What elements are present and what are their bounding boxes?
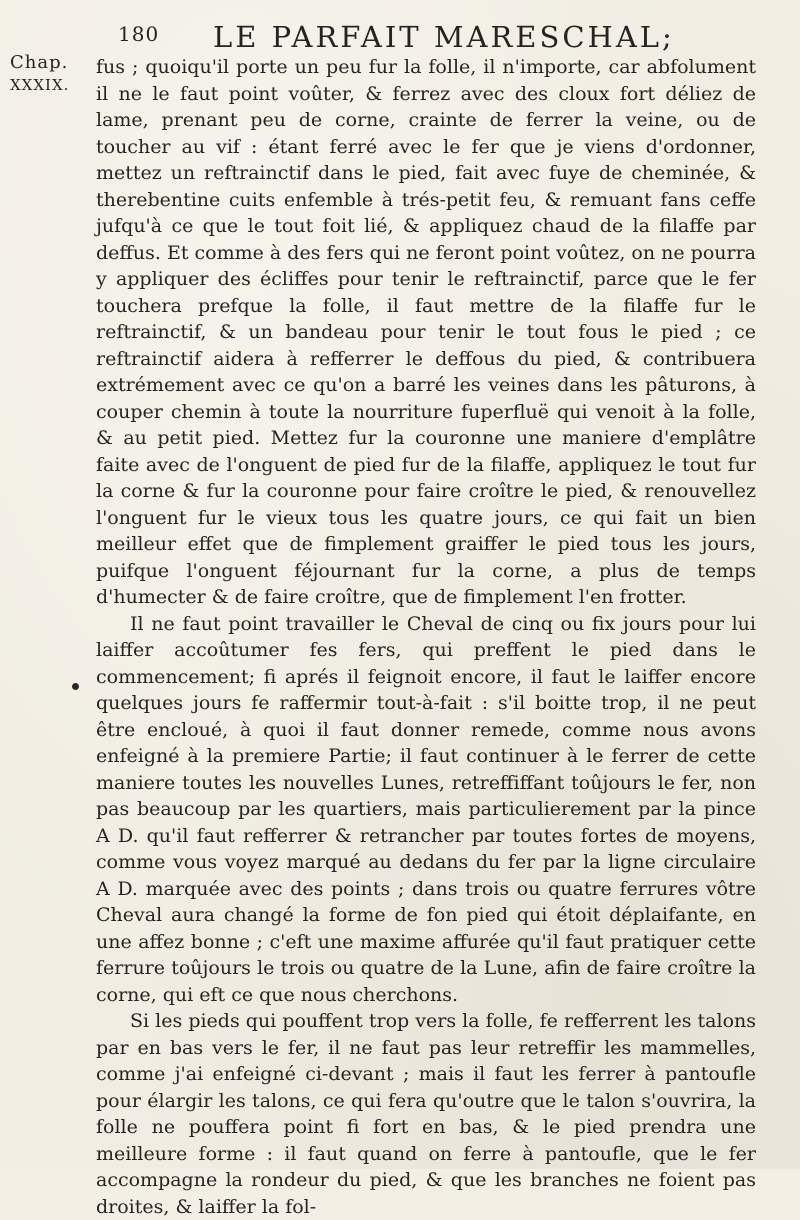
page-number: 180: [118, 22, 160, 46]
margin-bullet-mark: [72, 683, 79, 690]
chapter-label: Chap.: [10, 52, 69, 73]
chapter-margin-note: [10, 52, 68, 96]
body-text: [96, 54, 756, 1220]
paragraph-2: Il ne faut point travailler le Cheval de cinq ou fix jours pour lui laiffer accoûtumer fes fers, qui preffent le pied dans le commencement; fi aprés il feignoit encore, il faut le laiffer encore quelques jours fe raffermir tout-à-fait : s'il boitte trop, il ne peut être encloué, à quoi il faut donner remede, comme nous avons enfeigné à la premiere Partie; il faut continuer à le ferrer de cette maniere toutes les nouvelles Lunes, retreffiffant toûjours le fer, non pas beaucoup par les quartiers, mais particulierement par la pince A D. qu'il faut refferrer & retrancher par toutes fortes de moyens, comme vous voyez marqué au dedans du fer par la ligne circulaire A D. marquée avec des points ; dans trois ou quatre ferrures vôtre Cheval aura changé la forme de fon pied qui étoit déplaifante, en une affez bonne ; c'eft une maxime affurée qu'il faut pratiquer cette ferrure toûjours le trois ou quatre de la Lune, afin de faire croître la corne, qui eft ce que nous cherchons.: [96, 612, 756, 1006]
running-title: LE PARFAIT MARESCHAL;: [213, 20, 675, 54]
paragraph-3: Si les pieds qui pouffent trop vers la folle, fe refferrent les talons par en bas vers le fer, il ne faut pas leur retreffir les mammelles, comme j'ai enfeigné ci-devant ; mais il faut les ferrer à pantoufle pour élargir les talons, ce qui fera qu'outre que le talon s'ouvrira, la folle ne pouffera point fi fort en bas, & le pied prendra une meilleure forme : il faut quand on ferre à pantoufle, que le fer accompagne la rondeur du pied, & que les branches ne foient pas droites, & laiffer la fol-: [96, 1010, 756, 1218]
paragraph-1: fus ; quoiqu'il porte un peu fur la folle, il n'importe, car abfolument il ne le faut point voûter, & ferrez avec des cloux fort déliez de lame, prenant peu de corne, crainte de ferrer la veine, ou de toucher au vif : étant ferré avec le fer que je viens d'ordonner, mettez un reftrainctif dans le pied, fait avec fuye de cheminée, & therebentine cuits enfemble à trés-petit feu, & remuant fans ceffe jufqu'à ce que le tout foit lié, & appliquez chaud de la filaffe par deffus. Et comme à des fers qui ne feront point voûtez, on ne pourra y appliquer des écliffes pour tenir le reftrainctif, parce que le fer touchera prefque la folle, il faut mettre de la filaffe fur le reftrainctif, & un bandeau pour tenir le tout fous le pied ; ce reftrainctif aidera à refferrer le deffous du pied, & contribuera extrémement avec ce qu'on a barré les veines dans les pâturons, à couper chemin à toute la nourriture fuperfluë qui venoit à la folle, & au petit pied. Mettez fur la couronne une maniere d'emplâtre faite avec de l'onguent de pied fur de la filaffe, appliquez le tout fur la corne & fur la couronne pour faire croître le pied, & renouvellez l'onguent fur le vieux tous les quatre jours, ce qui fait un bien meilleur effet que de fimplement graiffer le pied tous les jours, puifque l'onguent féjournant fur la corne, a plus de temps d'humecter & de faire croître, que de fimplement l'en frotter.: [96, 56, 756, 608]
chapter-number: XXXIX.: [10, 76, 70, 94]
page-header: [118, 14, 680, 54]
